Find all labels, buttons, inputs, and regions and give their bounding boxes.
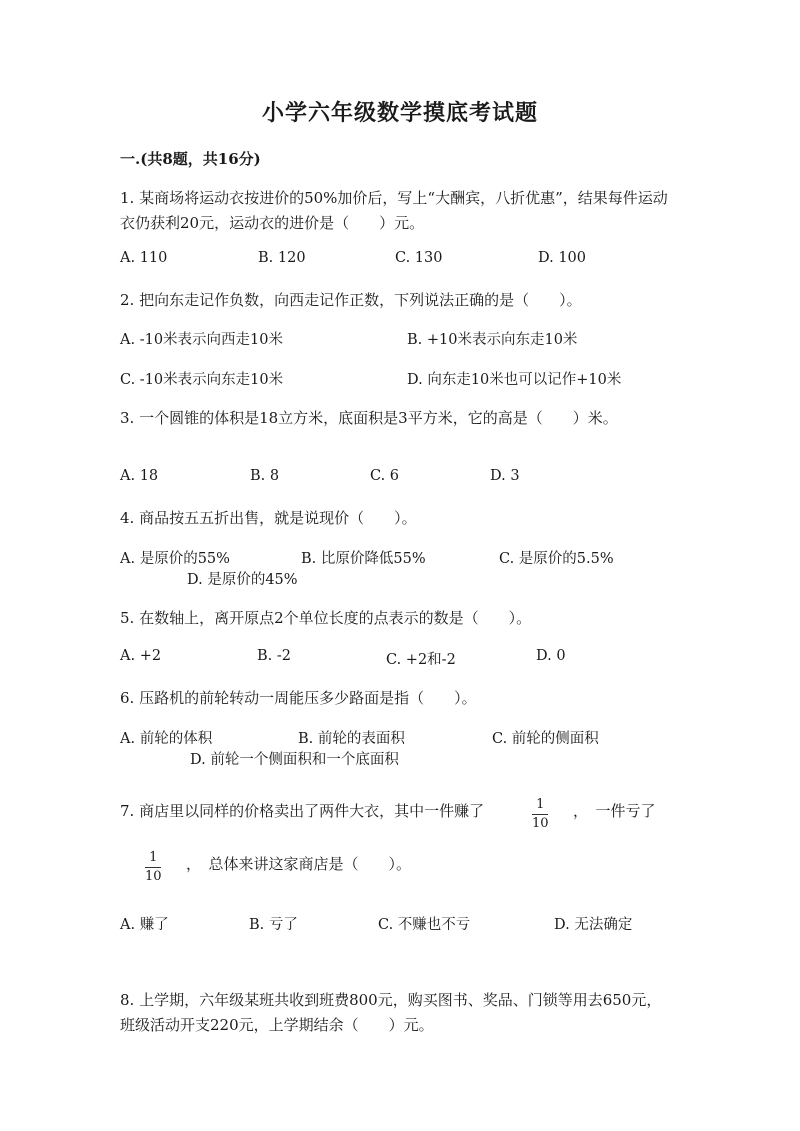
question-1-option-b: B. 120 (258, 250, 306, 266)
question-7-option-b: B. 亏了 (249, 917, 298, 933)
question-7-option-a: A. 赚了 (120, 917, 169, 933)
question-4-option-c: C. 是原价的5.5% (499, 551, 614, 567)
question-7-option-d: D. 无法确定 (554, 917, 633, 933)
fraction-denominator: 10 (145, 869, 162, 884)
question-3-option-c: C. 6 (370, 468, 400, 484)
question-6-option-a: A. 前轮的体积 (120, 731, 213, 747)
question-8-stem: 8. 上学期，六年级某班共收到班费800元，购买图书、奖品、门锁等用去650元，班级活动开支220元，上学期结余（ ）元。 (120, 991, 662, 1034)
question-1-stem: 1. 某商场将运动衣按进价的50%加价后，写上“大酬宾，八折优惠”，结果每件运动衣仍获利20元，运动衣的进价是（ ）元。 (120, 189, 668, 232)
question-5-option-c: C. +2和-2 (386, 652, 456, 668)
fraction-one-tenth (145, 851, 162, 884)
question-4-stem: 4. 商品按五五折出售，就是说现价（ ）。 (120, 509, 417, 527)
question-6-option-d: D. 前轮一个侧面积和一个底面积 (190, 752, 399, 768)
fraction-bar (145, 867, 161, 868)
exam-title: 小学六年级数学摸底考试题 (261, 100, 538, 126)
fraction-numerator: 1 (536, 797, 545, 812)
question-6-stem: 6. 压路机的前轮转动一周能压多少路面是指（ ）。 (120, 689, 477, 707)
question-4-option-a: A. 是原价的55% (120, 551, 230, 567)
question-6-option-b: B. 前轮的表面积 (298, 731, 405, 747)
question-5-option-b: B. -2 (257, 648, 291, 664)
question-2-option-d: D. 向东走10米也可以记作+10米 (407, 372, 622, 388)
question-7-stem-part3: ， 总体来讲这家商店是（ ）。 (186, 855, 412, 873)
question-4-option-d: D. 是原价的45% (187, 572, 298, 588)
question-1-option-a: A. 110 (120, 250, 168, 266)
question-2-option-c: C. -10米表示向东走10米 (120, 372, 284, 388)
question-3-stem: 3. 一个圆锥的体积是18立方米，底面积是3平方米，它的高是（ ）米。 (120, 409, 618, 427)
section-heading: 一.(共8题，共16分) (120, 150, 261, 168)
question-6-option-c: C. 前轮的侧面积 (492, 731, 599, 747)
question-7-stem-part1: 7. 商店里以同样的价格卖出了两件大衣，其中一件赚了 (120, 802, 485, 820)
fraction-bar (532, 814, 548, 815)
question-7-option-c: C. 不赚也不亏 (378, 917, 471, 933)
fraction-one-tenth (532, 798, 549, 831)
question-5-option-d: D. 0 (536, 648, 566, 664)
question-5-option-a: A. +2 (120, 648, 162, 664)
fraction-denominator: 10 (532, 816, 549, 831)
question-7-stem-part2: ， 一件亏了 (573, 802, 656, 820)
question-2-option-b: B. +10米表示向东走10米 (407, 332, 578, 348)
question-5-stem: 5. 在数轴上，离开原点2个单位长度的点表示的数是（ ）。 (120, 609, 532, 627)
question-4-option-b: B. 比原价降低55% (301, 551, 426, 567)
question-3-option-a: A. 18 (120, 468, 159, 484)
fraction-numerator: 1 (149, 850, 158, 865)
question-1-option-c: C. 130 (395, 250, 443, 266)
question-2-stem: 2. 把向东走记作负数，向西走记作正数，下列说法正确的是（ ）。 (120, 291, 582, 309)
question-1-option-d: D. 100 (538, 250, 587, 266)
question-3-option-d: D. 3 (490, 468, 520, 484)
question-2-option-a: A. -10米表示向西走10米 (120, 332, 283, 348)
question-3-option-b: B. 8 (250, 468, 280, 484)
